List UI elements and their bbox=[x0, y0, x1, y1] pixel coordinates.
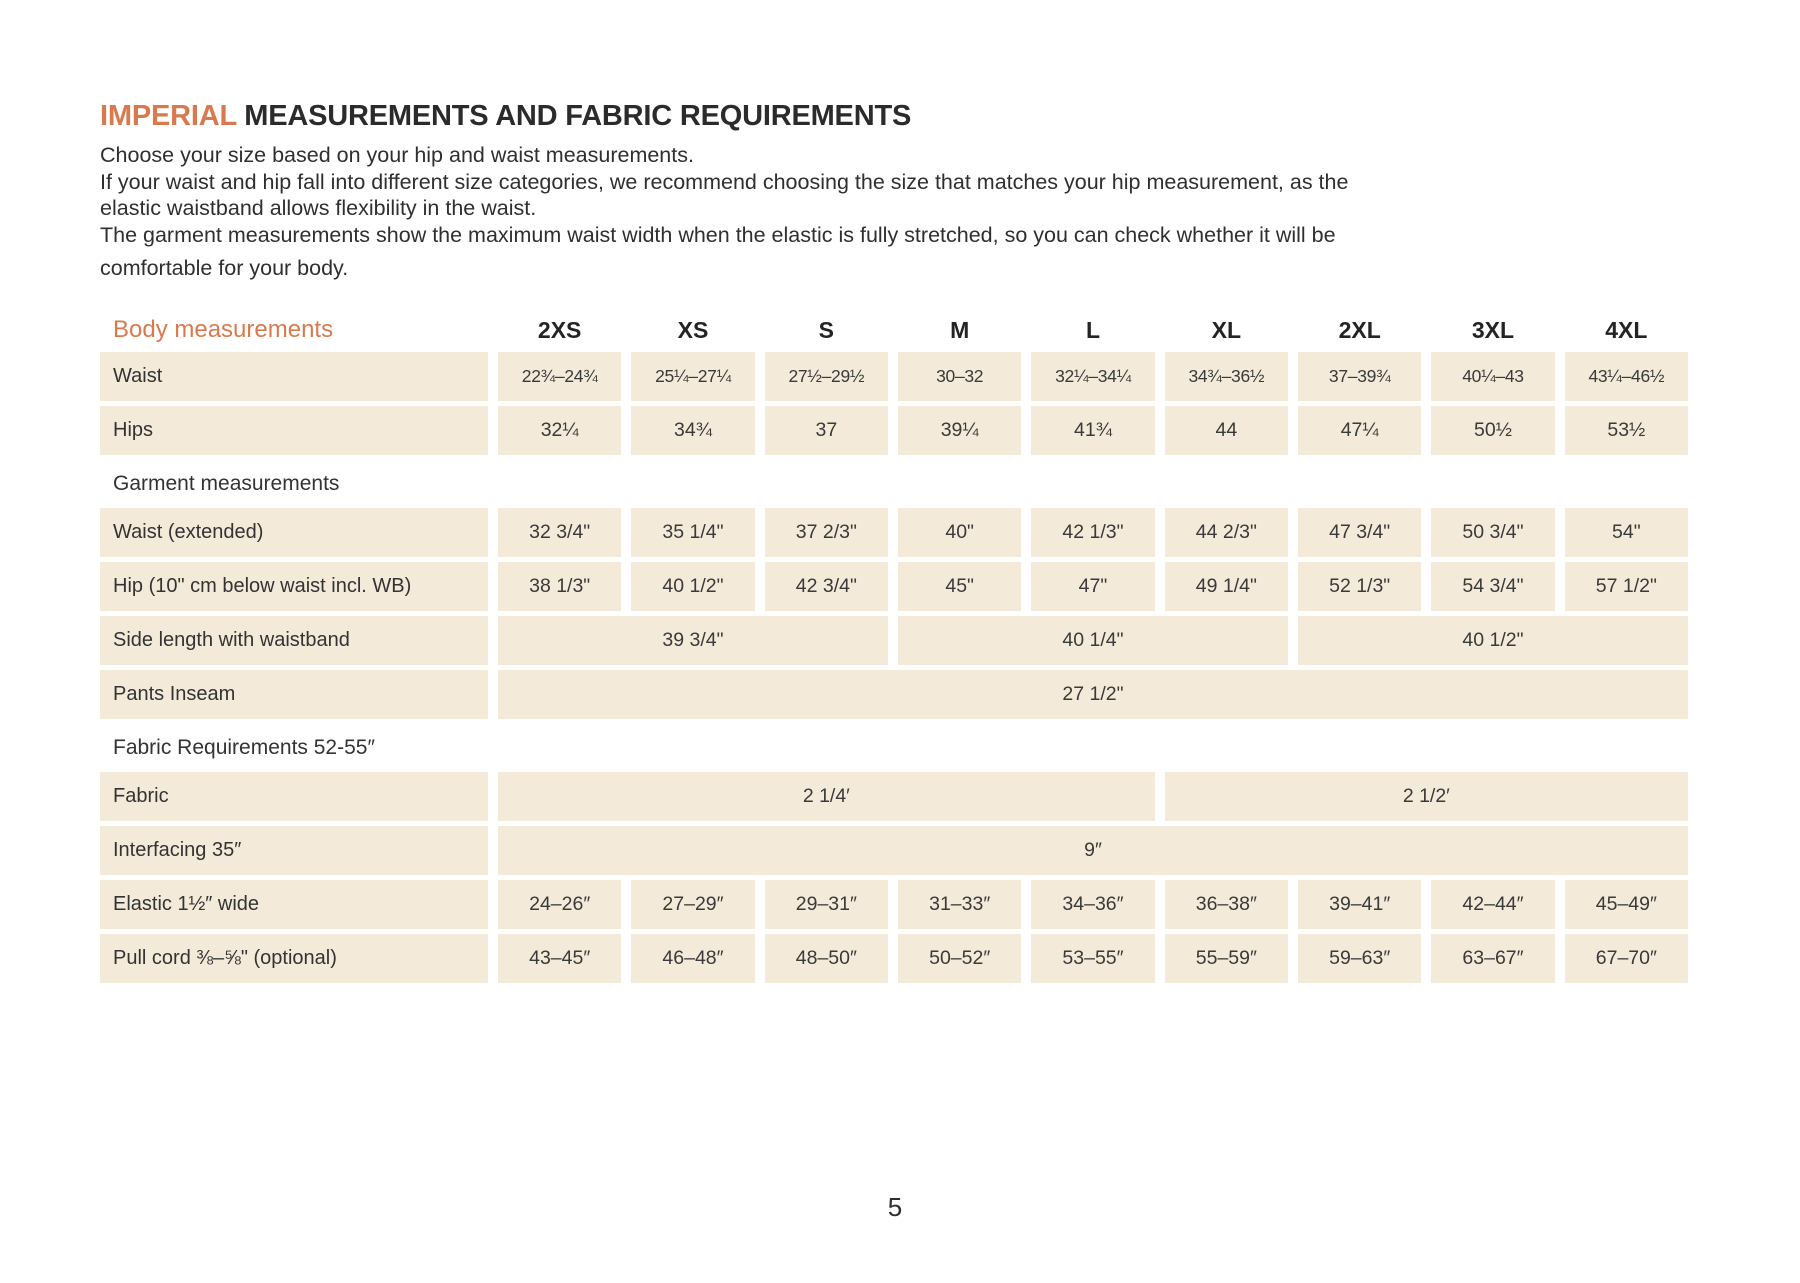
value-cell: 32¼–34¼ bbox=[1031, 352, 1154, 401]
value-cell: 37 bbox=[765, 406, 888, 455]
section-subheading: Garment measurements bbox=[113, 471, 340, 495]
intro-line: comfortable for your body. bbox=[100, 256, 349, 280]
value-cell: 40¼–43 bbox=[1431, 352, 1554, 401]
value-cell: 40 1/4" bbox=[898, 616, 1288, 665]
value-cell: 49 1/4" bbox=[1165, 562, 1288, 611]
table-row bbox=[100, 406, 1688, 455]
value-cell: 34¾–36½ bbox=[1165, 352, 1288, 401]
value-cell: 54" bbox=[1565, 508, 1688, 557]
size-column-header: 2XL bbox=[1338, 316, 1381, 343]
size-column-header: M bbox=[950, 316, 970, 343]
value-cell: 43¼–46½ bbox=[1565, 352, 1688, 401]
document-page bbox=[100, 100, 1690, 1222]
row-label: Pants Inseam bbox=[100, 670, 488, 719]
value-cell: 46–48″ bbox=[631, 934, 754, 983]
value-cell: 42 1/3" bbox=[1031, 508, 1154, 557]
value-cell: 39–41″ bbox=[1298, 880, 1421, 929]
table-row bbox=[100, 772, 1688, 821]
value-cell: 40 1/2" bbox=[1298, 616, 1688, 665]
value-cell: 32 3/4" bbox=[498, 508, 621, 557]
value-cell: 27½–29½ bbox=[765, 352, 888, 401]
value-cell: 24–26″ bbox=[498, 880, 621, 929]
row-label: Hip (10" cm below waist incl. WB) bbox=[100, 562, 488, 611]
page-title-rest: MEASUREMENTS AND FABRIC REQUIREMENTS bbox=[236, 100, 912, 132]
value-cell: 40 1/2" bbox=[631, 562, 754, 611]
value-cell: 40" bbox=[898, 508, 1021, 557]
table-row bbox=[100, 934, 1688, 983]
value-cell: 32¼ bbox=[498, 406, 621, 455]
value-cell: 42 3/4" bbox=[765, 562, 888, 611]
value-cell: 44 bbox=[1165, 406, 1288, 455]
table-row bbox=[100, 352, 1688, 401]
value-cell: 31–33″ bbox=[898, 880, 1021, 929]
page-number: 5 bbox=[887, 1192, 903, 1222]
value-cell: 34–36″ bbox=[1031, 880, 1154, 929]
size-column-header: XL bbox=[1211, 316, 1242, 343]
row-label: Elastic 1½″ wide bbox=[100, 880, 488, 929]
value-cell: 57 1/2" bbox=[1565, 562, 1688, 611]
value-cell: 37 2/3" bbox=[765, 508, 888, 557]
value-cell: 59–63″ bbox=[1298, 934, 1421, 983]
value-cell: 47 3/4" bbox=[1298, 508, 1421, 557]
value-cell: 2 1/2′ bbox=[1165, 772, 1688, 821]
table-row bbox=[100, 562, 1688, 611]
table-rows bbox=[100, 352, 1688, 983]
value-cell: 42–44″ bbox=[1431, 880, 1554, 929]
row-label: Fabric bbox=[100, 772, 488, 821]
table-row bbox=[100, 826, 1688, 875]
value-cell: 9″ bbox=[498, 826, 1688, 875]
value-cell: 48–50″ bbox=[765, 934, 888, 983]
row-label: Pull cord ⅜–⅝" (optional) bbox=[100, 934, 488, 983]
value-cell: 39 3/4" bbox=[498, 616, 888, 665]
value-cell: 37–39¾ bbox=[1298, 352, 1421, 401]
row-label: Waist (extended) bbox=[100, 508, 488, 557]
value-cell: 22¾–24¾ bbox=[498, 352, 621, 401]
intro-text bbox=[100, 142, 1690, 282]
value-cell: 50–52″ bbox=[898, 934, 1021, 983]
value-cell: 63–67″ bbox=[1431, 934, 1554, 983]
row-label: Hips bbox=[100, 406, 488, 455]
value-cell: 45" bbox=[898, 562, 1021, 611]
value-cell: 34¾ bbox=[631, 406, 754, 455]
table-row bbox=[100, 508, 1688, 557]
value-cell: 55–59″ bbox=[1165, 934, 1288, 983]
table-row bbox=[100, 616, 1688, 665]
value-cell: 41¾ bbox=[1031, 406, 1154, 455]
size-column-header: 4XL bbox=[1605, 316, 1648, 343]
table-row bbox=[100, 880, 1688, 929]
value-cell: 53½ bbox=[1565, 406, 1688, 455]
page-title-accent: IMPERIAL bbox=[100, 100, 237, 132]
size-column-header: L bbox=[1085, 316, 1101, 343]
section-subheading: Fabric Requirements 52-55″ bbox=[113, 735, 375, 759]
intro-line: The garment measurements show the maximum waist width when the elastic is fully stretched, so you can check whether it will be bbox=[100, 222, 1336, 247]
row-label: Side length with waistband bbox=[100, 616, 488, 665]
value-cell: 30–32 bbox=[898, 352, 1021, 401]
value-cell: 43–45″ bbox=[498, 934, 621, 983]
table-row bbox=[100, 670, 1688, 719]
value-cell: 67–70″ bbox=[1565, 934, 1688, 983]
value-cell: 50 3/4" bbox=[1431, 508, 1554, 557]
value-cell: 44 2/3" bbox=[1165, 508, 1288, 557]
value-cell: 52 1/3" bbox=[1298, 562, 1421, 611]
page-title bbox=[100, 100, 1690, 133]
value-cell: 47" bbox=[1031, 562, 1154, 611]
intro-line: Choose your size based on your hip and waist measurements. bbox=[100, 143, 694, 167]
value-cell: 47¼ bbox=[1298, 406, 1421, 455]
value-cell: 45–49″ bbox=[1565, 880, 1688, 929]
intro-line: elastic waistband allows flexibility in the waist. bbox=[100, 196, 537, 220]
size-column-header: XS bbox=[677, 316, 709, 343]
row-label: Interfacing 35″ bbox=[100, 826, 488, 875]
value-cell: 54 3/4" bbox=[1431, 562, 1554, 611]
value-cell: 27 1/2" bbox=[498, 670, 1688, 719]
size-column-header: 3XL bbox=[1471, 316, 1515, 343]
value-cell: 39¼ bbox=[898, 406, 1021, 455]
value-cell: 25¼–27¼ bbox=[631, 352, 754, 401]
size-chart-table bbox=[100, 302, 1688, 983]
body-measurements-header: Body measurements bbox=[113, 315, 334, 343]
size-column-header: 2XS bbox=[537, 316, 582, 343]
value-cell: 50½ bbox=[1431, 406, 1554, 455]
value-cell: 35 1/4" bbox=[631, 508, 754, 557]
value-cell: 36–38″ bbox=[1165, 880, 1288, 929]
size-column-header: S bbox=[818, 316, 834, 343]
value-cell: 53–55″ bbox=[1031, 934, 1154, 983]
table-header-row bbox=[100, 302, 1688, 346]
value-cell: 27–29″ bbox=[631, 880, 754, 929]
value-cell: 38 1/3" bbox=[498, 562, 621, 611]
intro-line: If your waist and hip fall into different size categories, we recommend choosing the size that matches your hip measurement, as the bbox=[100, 169, 1349, 194]
row-label: Waist bbox=[100, 352, 488, 401]
value-cell: 2 1/4′ bbox=[498, 772, 1155, 821]
value-cell: 29–31″ bbox=[765, 880, 888, 929]
